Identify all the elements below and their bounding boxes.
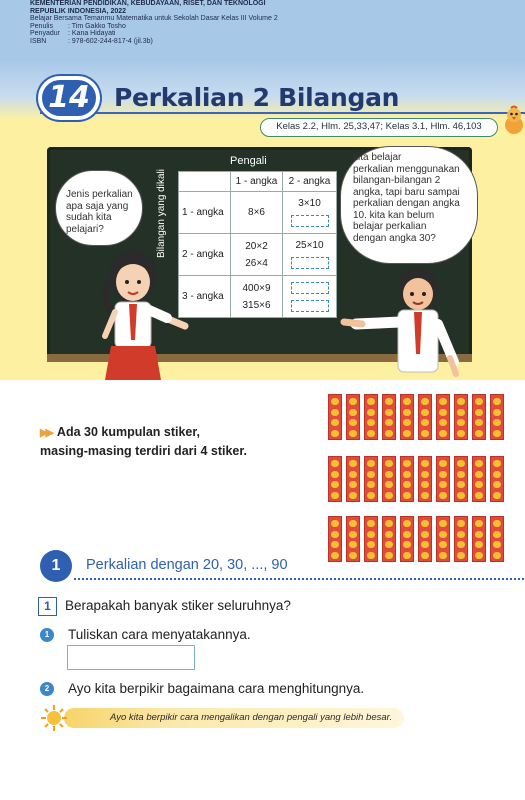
sticker (385, 409, 393, 416)
sticker-group (382, 394, 396, 440)
double-arrow-icon: ▶▶ (40, 427, 51, 439)
sticker (349, 398, 357, 405)
question (38, 597, 291, 616)
sticker (403, 419, 411, 426)
sticker (349, 460, 357, 467)
grid-cell: 25×10 (283, 234, 337, 276)
sticker (439, 531, 447, 538)
sticker (475, 471, 483, 478)
hint-text: Ayo kita berpikir cara mengalikan dengan pengali yang lebih besar. (64, 708, 404, 728)
sticker-group (454, 394, 468, 440)
sticker-group (400, 456, 414, 502)
sticker (367, 492, 375, 499)
sticker (403, 492, 411, 499)
sticker-group (364, 394, 378, 440)
sticker (493, 398, 501, 405)
sticker (367, 531, 375, 538)
header-row: ISBN : 978-602-244-817-4 (jil.3b) (30, 37, 153, 45)
sticker (367, 460, 375, 467)
sticker (421, 460, 429, 467)
grid-cell (283, 276, 337, 318)
sticker (457, 398, 465, 405)
sticker (331, 481, 339, 488)
row-header: 1 - angka (179, 192, 231, 234)
sticker (439, 520, 447, 527)
sticker (421, 541, 429, 548)
sticker (331, 419, 339, 426)
sticker (493, 471, 501, 478)
step-text: Ayo kita berpikir bagaimana cara menghitungnya. (68, 681, 365, 696)
girl-student-icon (85, 240, 205, 390)
sticker-group (382, 456, 396, 502)
step-number: 1 (40, 628, 54, 642)
sticker-group (490, 394, 504, 440)
sticker-group (400, 394, 414, 440)
header-info (30, 0, 278, 46)
hint-bar (40, 707, 410, 729)
sticker (367, 520, 375, 527)
answer-slot[interactable] (291, 257, 329, 269)
sticker (349, 541, 357, 548)
sticker (439, 409, 447, 416)
sticker (349, 419, 357, 426)
sticker (439, 398, 447, 405)
publisher: KEMENTERIAN PENDIDIKAN, KEBUDAYAAN, RISET, DAN TEKNOLOGI (30, 0, 266, 7)
sticker (475, 409, 483, 416)
sticker (349, 471, 357, 478)
sticker (421, 419, 429, 426)
sticker-group (418, 394, 432, 440)
sticker (421, 471, 429, 478)
answer-input[interactable] (67, 645, 195, 670)
section-number: 1 (40, 550, 72, 582)
sticker (457, 419, 465, 426)
sticker (367, 419, 375, 426)
answer-slot[interactable] (291, 300, 329, 312)
sticker (349, 492, 357, 499)
sticker-group (436, 394, 450, 440)
sticker (349, 409, 357, 416)
sticker (385, 471, 393, 478)
sticker (367, 541, 375, 548)
sticker (331, 460, 339, 467)
sticker (457, 481, 465, 488)
intro-line: ▶▶ Ada 30 kumpulan stiker, (40, 425, 201, 439)
sticker (457, 541, 465, 548)
table-row (179, 192, 337, 234)
sticker (439, 471, 447, 478)
sticker-group (436, 456, 450, 502)
dotted-divider (74, 578, 525, 580)
step-number: 2 (40, 682, 54, 696)
sticker (385, 520, 393, 527)
sticker (385, 398, 393, 405)
sticker-group (328, 456, 342, 502)
sticker (367, 409, 375, 416)
sticker (439, 541, 447, 548)
sticker (439, 492, 447, 499)
sticker (475, 398, 483, 405)
chapter-number: 14 (48, 80, 90, 115)
sticker (349, 531, 357, 538)
sticker (439, 419, 447, 426)
sticker-group (490, 456, 504, 502)
section-title: Perkalian dengan 20, 30, ..., 90 (86, 557, 288, 573)
sticker (457, 531, 465, 538)
sticker (385, 419, 393, 426)
sticker (493, 541, 501, 548)
sticker (403, 520, 411, 527)
sticker-groups (328, 394, 508, 566)
grid-cell: 20×2 26×4 (231, 234, 283, 276)
sticker (349, 430, 357, 437)
boy-student-icon (338, 262, 468, 390)
sticker (403, 531, 411, 538)
sticker (403, 471, 411, 478)
sticker (403, 430, 411, 437)
sticker (385, 460, 393, 467)
sticker (403, 460, 411, 467)
sticker (421, 409, 429, 416)
sticker (493, 481, 501, 488)
sticker (493, 409, 501, 416)
sticker (493, 531, 501, 538)
sticker (421, 398, 429, 405)
sticker (421, 492, 429, 499)
sticker (421, 531, 429, 538)
sticker (403, 541, 411, 548)
sticker (385, 430, 393, 437)
sticker (421, 520, 429, 527)
sticker (493, 520, 501, 527)
question-number: 1 (38, 597, 57, 616)
sticker (331, 471, 339, 478)
sticker (331, 398, 339, 405)
sticker (439, 460, 447, 467)
sticker (403, 409, 411, 416)
sticker-group (472, 456, 486, 502)
column-title: Pengali (230, 155, 267, 167)
sticker (403, 481, 411, 488)
sticker (331, 492, 339, 499)
sticker (331, 409, 339, 416)
sticker-group (346, 394, 360, 440)
sticker (421, 430, 429, 437)
row-title: Bilangan yang dikali (156, 169, 167, 258)
corner-cell (179, 172, 231, 192)
sticker (439, 430, 447, 437)
section-header (40, 548, 500, 584)
sticker-group (346, 456, 360, 502)
sticker (385, 492, 393, 499)
sticker (331, 520, 339, 527)
sticker (475, 531, 483, 538)
sticker (493, 419, 501, 426)
sticker (403, 398, 411, 405)
grid-cell: 3×10 (283, 192, 337, 234)
header-row: Penyadur : Kana Hidayati (30, 30, 116, 38)
sticker (475, 430, 483, 437)
book-header (0, 0, 525, 60)
sticker (385, 481, 393, 488)
sticker (367, 398, 375, 405)
sticker (457, 409, 465, 416)
country-year: REPUBLIK INDONESIA, 2022 (30, 7, 127, 15)
header-row: Penulis : Tim Gakko Tosho (30, 22, 126, 30)
chapter-badge (38, 76, 100, 120)
sticker (475, 492, 483, 499)
sticker-group (454, 456, 468, 502)
chapter-title: Perkalian 2 Bilangan (114, 83, 400, 112)
sticker (367, 471, 375, 478)
intro-line: masing-masing terdiri dari 4 stiker. (40, 444, 248, 458)
sticker (493, 492, 501, 499)
sticker (349, 481, 357, 488)
sticker (457, 492, 465, 499)
grid-cell: 8×6 (231, 192, 283, 234)
sun-icon (40, 704, 68, 732)
sticker (475, 419, 483, 426)
sticker (457, 430, 465, 437)
answer-slot[interactable] (291, 215, 329, 227)
sticker (367, 481, 375, 488)
boy-speech-bubble: kita belajar perkalian menggunakan bilangan-bilangan 2 angka, tapi baru sampai perkalian dengan angka 10. kita kan belum belajar perkalian dengan angka 30? (340, 146, 478, 264)
sticker (439, 481, 447, 488)
sticker (475, 481, 483, 488)
problem-intro (40, 423, 247, 460)
sticker (421, 481, 429, 488)
question-text: Berapakah banyak stiker seluruhnya? (65, 598, 291, 614)
row-header: 2 - angka (179, 234, 231, 276)
sticker (331, 541, 339, 548)
sticker (331, 430, 339, 437)
sticker (367, 430, 375, 437)
sticker (457, 471, 465, 478)
grid-cell: 400×9 315×6 (231, 276, 283, 318)
answer-slot[interactable] (291, 282, 329, 294)
step-item (40, 681, 364, 696)
sticker-group (418, 456, 432, 502)
sticker (493, 460, 501, 467)
book-title: Belajar Bersama Temanmu Matematika untuk Sekolah Dasar Kelas III Volume 2 (30, 15, 278, 23)
sticker-group (472, 394, 486, 440)
sticker (457, 520, 465, 527)
sticker (385, 541, 393, 548)
sticker (493, 430, 501, 437)
sticker (457, 460, 465, 467)
sticker-group (364, 456, 378, 502)
col-header: 1 - angka (231, 172, 283, 192)
chick-mascot-icon (502, 105, 525, 135)
sticker-group (328, 394, 342, 440)
reference-pill: Kelas 2.2, Hlm. 25,33,47; Kelas 3.1, Hlm. 46,103 (260, 118, 498, 137)
col-header: 2 - angka (283, 172, 337, 192)
sticker (475, 541, 483, 548)
sticker (385, 531, 393, 538)
step-item (40, 627, 251, 642)
sticker (475, 520, 483, 527)
sticker (331, 531, 339, 538)
step-text: Tuliskan cara menyatakannya. (68, 627, 251, 642)
sticker (349, 520, 357, 527)
girl-speech-bubble: Jenis perkalian apa saja yang sudah kita pelajari? (55, 170, 143, 246)
row-header: 3 - angka (179, 276, 231, 318)
sticker (475, 460, 483, 467)
table-row (179, 172, 337, 192)
